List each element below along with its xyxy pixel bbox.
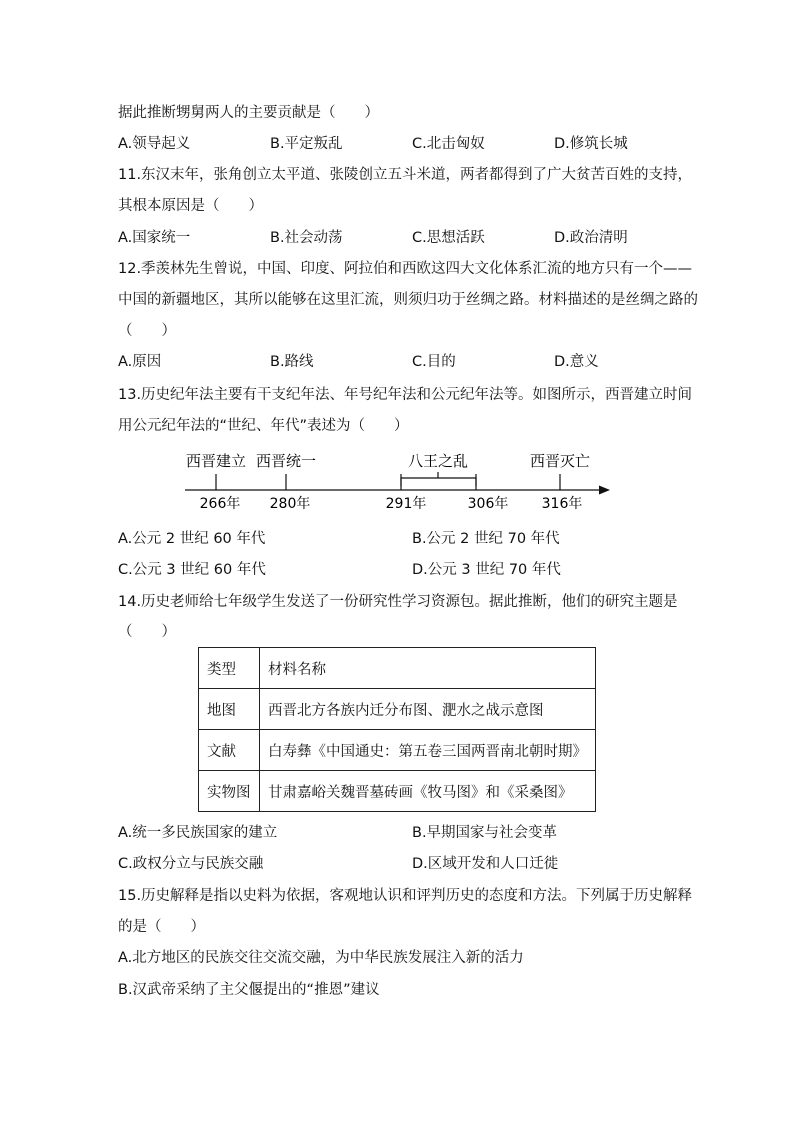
table-cell-type: 地图 bbox=[199, 689, 260, 730]
q14-stem-line2: （ ） bbox=[118, 624, 176, 640]
q14-option-c: C.政权分立与民族交融 bbox=[118, 856, 264, 872]
table-cell-name: 西晋北方各族内迁分布图、淝水之战示意图 bbox=[260, 689, 596, 730]
timeline-arrowhead bbox=[599, 486, 610, 495]
table-cell-name: 甘肃嘉峪关魏晋墓砖画《牧马图》和《采桑图》 bbox=[260, 771, 596, 812]
q12-stem-line2: 中国的新疆地区，其所以能够在这里汇流，则须归功于丝绸之路。材料描述的是丝绸之路的 bbox=[118, 292, 698, 308]
table-row bbox=[199, 771, 596, 812]
q14-option-b: B.早期国家与社会变革 bbox=[412, 825, 558, 841]
q15-option-a: A.北方地区的民族交往交流交融，为中华民族发展注入新的活力 bbox=[118, 950, 524, 966]
q10-option-b: B.平定叛乱 bbox=[270, 136, 343, 152]
q12-option-c: C.目的 bbox=[412, 354, 456, 370]
q11-option-c: C.思想活跃 bbox=[412, 230, 485, 246]
event-label-fall: 西晋灭亡 bbox=[529, 452, 591, 470]
q13-option-b: B.公元 2 世纪 70 年代 bbox=[412, 531, 560, 547]
q11-option-d: D.政治清明 bbox=[554, 230, 628, 246]
q13-stem-line1: 13.历史纪年法主要有干支纪年法、年号纪年法和公元纪年法等。如图所示，西晋建立时间 bbox=[118, 387, 693, 403]
q11-option-a: A.国家统一 bbox=[118, 230, 191, 246]
timeline-diagram bbox=[180, 448, 620, 516]
q14-option-d: D.区域开发和人口迁徙 bbox=[412, 856, 559, 872]
q11-option-b: B.社会动荡 bbox=[270, 230, 343, 246]
event-label-eight-kings: 八王之乱 bbox=[407, 452, 469, 470]
table-row bbox=[199, 730, 596, 771]
q13-stem-line2: 用公元纪年法的“世纪、年代”表述为（ ） bbox=[118, 418, 409, 434]
q10-option-d: D.修筑长城 bbox=[554, 136, 628, 152]
table-header-type: 类型 bbox=[199, 648, 260, 689]
table-cell-name: 白寿彝《中国通史：第五卷三国两晋南北朝时期》 bbox=[260, 730, 596, 771]
q15-stem-line2: 的是（ ） bbox=[118, 919, 205, 935]
q13-option-c: C.公元 3 世纪 60 年代 bbox=[118, 562, 266, 578]
year-label-266: 266年 bbox=[199, 496, 241, 512]
year-label-280: 280年 bbox=[269, 496, 311, 512]
table-cell-type: 文献 bbox=[199, 730, 260, 771]
resource-table bbox=[198, 647, 596, 812]
q13-option-d: D.公元 3 世纪 70 年代 bbox=[412, 562, 561, 578]
q11-stem-line1: 11.东汉末年，张角创立太平道、张陵创立五斗米道，两者都得到了广大贫苦百姓的支持， bbox=[118, 167, 693, 183]
q10-option-c: C.北击匈奴 bbox=[412, 136, 485, 152]
q12-stem-line3: （ ） bbox=[118, 323, 176, 339]
year-label-306: 306年 bbox=[467, 496, 509, 512]
year-label-316: 316年 bbox=[541, 496, 583, 512]
q12-option-a: A.原因 bbox=[118, 354, 162, 370]
q15-option-b: B.汉武帝采纳了主父偃提出的“推恩”建议 bbox=[118, 982, 380, 998]
table-header-name: 材料名称 bbox=[260, 648, 596, 689]
q12-option-b: B.路线 bbox=[270, 354, 314, 370]
table-header-row bbox=[199, 648, 596, 689]
table-row bbox=[199, 689, 596, 730]
event-label-founding: 西晋建立 bbox=[185, 452, 247, 470]
q12-stem-line1: 12.季羡林先生曾说，中国、印度、阿拉伯和西欧这四大文化体系汇流的地方只有一个—— bbox=[118, 261, 693, 277]
q13-option-a: A.公元 2 世纪 60 年代 bbox=[118, 531, 266, 547]
event-label-unification: 西晋统一 bbox=[255, 452, 317, 470]
q14-option-a: A.统一多民族国家的建立 bbox=[118, 825, 278, 841]
q10-stem: 据此推断甥舅两人的主要贡献是（ ） bbox=[118, 105, 379, 121]
eight-kings-brace bbox=[401, 472, 476, 486]
year-label-291: 291年 bbox=[385, 496, 427, 512]
q12-option-d: D.意义 bbox=[554, 354, 599, 370]
table-cell-type: 实物图 bbox=[199, 771, 260, 812]
q14-stem-line1: 14.历史老师给七年级学生发送了一份研究性学习资源包。据此推断，他们的研究主题是 bbox=[118, 594, 678, 610]
q10-option-a: A.领导起义 bbox=[118, 136, 191, 152]
q15-stem-line1: 15.历史解释是指以史料为依据，客观地认识和评判历史的态度和方法。下列属于历史解释 bbox=[118, 888, 693, 904]
q11-stem-line2: 其根本原因是（ ） bbox=[118, 198, 263, 214]
